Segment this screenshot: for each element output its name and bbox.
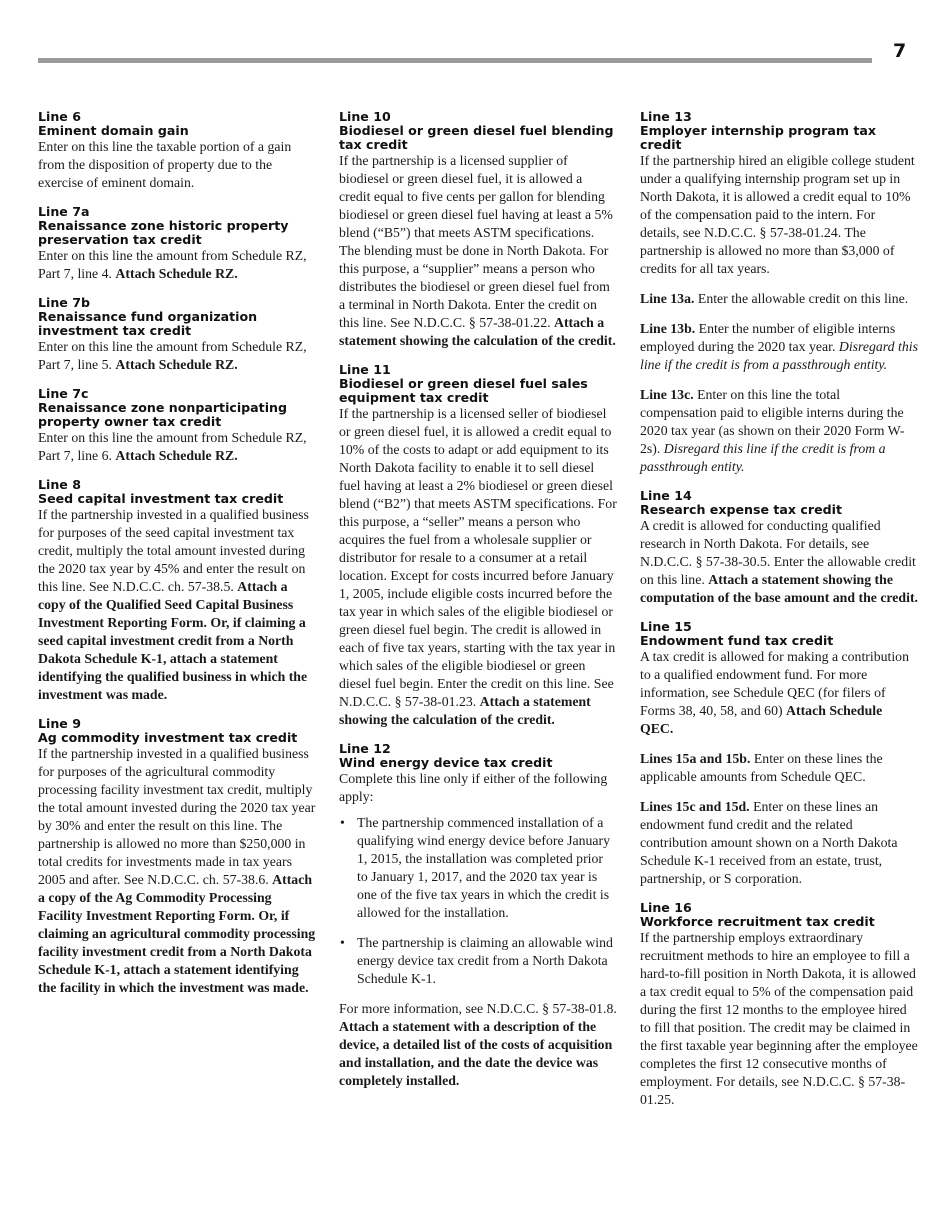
paragraph: [640, 386, 918, 476]
bullet-icon: •: [340, 935, 345, 950]
line-number: Line 8: [38, 477, 81, 492]
bullet-icon: •: [340, 815, 345, 830]
para-bold: Attach Schedule QEC.: [640, 703, 883, 736]
section-title: Endowment fund tax credit: [640, 633, 834, 648]
line-number: Line 9: [38, 716, 81, 731]
column-middle: [339, 110, 617, 1103]
paragraph: [38, 338, 316, 374]
line-number: Line 10: [339, 109, 391, 124]
para-text: Complete this line only if either of the following apply:: [339, 771, 608, 804]
line-number: Line 7c: [38, 386, 89, 401]
para-bold: Attach a statement showing the calculation of the credit.: [339, 694, 591, 727]
para-text: Enter on this line the amount from Schedule RZ, Part 7, line 5.: [38, 339, 307, 372]
section-title: Biodiesel or green diesel fuel sales equipment tax credit: [339, 376, 588, 405]
para-text: Enter on these lines an endowment fund credit and the related contribution amount shown on a North Dakota Schedule K-1 received from an estate, trust, partnership, or S corporation.: [640, 799, 898, 886]
section-title: Renaissance zone historic property preservation tax credit: [38, 218, 289, 247]
para-text: Enter on this line the amount from Schedule RZ, Part 7, line 4.: [38, 248, 307, 281]
paragraph: [339, 770, 617, 806]
section: [38, 717, 316, 997]
para-lead: Line 13a.: [640, 291, 695, 306]
bullet-list: [339, 814, 617, 988]
para-italic: Disregard this line if the credit is from a passthrough entity.: [640, 441, 886, 474]
section: [38, 387, 316, 465]
para-text: Enter the number of eligible interns employed during the 2020 tax year.: [640, 321, 896, 354]
section: [640, 901, 918, 1109]
line-number: Line 11: [339, 362, 391, 377]
para-lead: Lines 15a and 15b.: [640, 751, 751, 766]
para-bold: Attach a statement showing the calculation of the credit.: [339, 315, 616, 348]
page-number: 7: [893, 40, 907, 62]
para-bold: Attach a copy of the Qualified Seed Capital Business Investment Reporting Form. Or, if claiming a seed capital investment credit from a North Dakota Schedule K-1, attach a statement identifying the qualified business in which the investment was made.: [38, 579, 308, 702]
section: [640, 489, 918, 607]
paragraph: [339, 1000, 617, 1090]
paragraph: [640, 798, 918, 888]
line-number: Line 12: [339, 741, 391, 756]
para-text: If the partnership is a licensed seller of biodiesel or green diesel fuel, it is allowed a credit equal to 10% of the costs to adapt or add equipment to its North Dakota facility to enable it to sell diesel fuel having at least a 2% biodiesel or green diesel blend (“B2”) that meets ASTM specifications. For this purpose, a “seller” means a person who acquires the fuel from a wholesale supplier or distributor for resale to a consumer at a retail location. Except for costs incurred before January 1, 2005, include eligible costs incurred before the tax year in which sales of the eligible biodiesel or green diesel fuel begin. The credit is allowed in each of five tax years, starting with the tax year in which sales of the eligible biodiesel or green diesel fuel begin. Enter the credit on this line. See N.D.C.C. § 57-38-01.23.: [339, 406, 617, 709]
paragraph: [38, 506, 316, 704]
para-bold: Attach a statement with a description of the device, a detailed list of the costs of acquisition and installation, and the date the device was completely installed.: [339, 1019, 613, 1088]
section-title: Seed capital investment tax credit: [38, 491, 284, 506]
bullet-text: The partnership is claiming an allowable wind energy device tax credit from a North Dakota Schedule K-1.: [357, 935, 613, 986]
para-text: If the partnership is a licensed supplier of biodiesel or green diesel fuel, it is allowed a credit equal to five cents per gallon for blending biodiesel or green diesel fuel having at least a 5% blend (“B5”) that meets ASTM specifications. The blending must be done in North Dakota. For this purpose, a “supplier” means a person who distributes the biodiesel or green diesel fuel from a terminal in North Dakota. Enter the credit on this line. See N.D.C.C. § 57-38-01.22.: [339, 153, 613, 330]
paragraph: [38, 138, 316, 192]
section: [339, 742, 617, 1090]
section: [339, 110, 617, 350]
para-bold: Attach a statement showing the computation of the base amount and the credit.: [640, 572, 918, 605]
para-bold: Attach Schedule RZ.: [115, 448, 238, 463]
section: [38, 205, 316, 283]
para-text: For more information, see N.D.C.C. § 57-38-01.8.: [339, 1001, 617, 1016]
section-title: Ag commodity investment tax credit: [38, 730, 298, 745]
line-number: Line 14: [640, 488, 692, 503]
line-number: Line 6: [38, 109, 81, 124]
section: [640, 110, 918, 476]
section-title: Eminent domain gain: [38, 123, 189, 138]
para-bold: Attach a copy of the Ag Commodity Processing Facility Investment Reporting Form. Or, if claiming an agricultural commodity processing facility investment credit from a North Dakota Schedule K-1, attach a statement identifying the facility in which the investment was made.: [38, 872, 316, 995]
line-number: Line 16: [640, 900, 692, 915]
section: [38, 478, 316, 704]
column-right: [640, 110, 918, 1122]
section-title: Wind energy device tax credit: [339, 755, 553, 770]
para-text: If the partnership hired an eligible college student under a qualifying internship program set up in North Dakota, it is allowed a credit equal to 10% of the compensation paid to the intern. For details, see N.D.C.C. § 57-38-01.24. The partnership is allowed no more than $3,000 of credits for all tax years.: [640, 153, 915, 276]
bullet-text: The partnership commenced installation of a qualifying wind energy device before January 1, 2015, the installation was completed prior to January 1, 2017, and the 2020 tax year is one of the five tax years in which the credit is allowed for the installation.: [357, 815, 610, 920]
para-lead: Lines 15c and 15d.: [640, 799, 750, 814]
section-title: Workforce recruitment tax credit: [640, 914, 875, 929]
para-text: Enter on these lines the applicable amounts from Schedule QEC.: [640, 751, 883, 784]
section-title: Research expense tax credit: [640, 502, 843, 517]
section: [38, 110, 316, 192]
paragraph: [640, 320, 918, 374]
paragraph: [339, 405, 617, 729]
section: [38, 296, 316, 374]
line-number: Line 15: [640, 619, 692, 634]
bullet-item: [339, 934, 617, 988]
paragraph: [38, 429, 316, 465]
line-number: Line 7b: [38, 295, 91, 310]
paragraph: [640, 152, 918, 278]
paragraph: [640, 517, 918, 607]
para-text: Enter on this line the total compensation paid to eligible interns during the 2020 tax year (as shown on their 2020 Form W-2s).: [640, 387, 905, 456]
header-rule: [38, 58, 872, 63]
para-text: A credit is allowed for conducting qualified research in North Dakota. For details, see N.D.C.C. § 57-38-30.5. Enter the allowable credit on this line.: [640, 518, 916, 587]
paragraph: [640, 750, 918, 786]
section: [339, 363, 617, 729]
column-left: [38, 110, 316, 1010]
para-lead: Line 13b.: [640, 321, 696, 336]
para-text: A tax credit is allowed for making a contribution to a qualified endowment fund. For more information, see Schedule QEC (for filers of Forms 38, 40, 58, and 60): [640, 649, 909, 718]
section-title: Renaissance fund organization investment tax credit: [38, 309, 258, 338]
para-text: If the partnership invested in a qualified business for purposes of the seed capital investment tax credit, multiply the total amount invested during the 2020 tax year by 45% and enter the result on this line. See N.D.C.C. ch. 57-38.5.: [38, 507, 309, 594]
section-title: Renaissance zone nonparticipating property owner tax credit: [38, 400, 287, 429]
paragraph: [640, 929, 918, 1109]
paragraph: [640, 290, 918, 308]
line-number: Line 7a: [38, 204, 90, 219]
para-text: Enter the allowable credit on this line.: [697, 291, 909, 306]
para-text: If the partnership invested in a qualified business for purposes of the agricultural commodity processing facility investment tax credit, multiply the total amount invested during the 2020 tax year by 30% and enter the result on this line. The partnership is allowed no more than $250,000 in total credits for investments made in tax years 2005 and after. See N.D.C.C. ch. 57-38.6.: [38, 746, 316, 887]
para-italic: Disregard this line if the credit is from a passthrough entity.: [640, 339, 918, 372]
paragraph: [339, 152, 617, 350]
section-title: Employer internship program tax credit: [640, 123, 877, 152]
para-bold: Attach Schedule RZ.: [115, 266, 238, 281]
para-text: Enter on this line the taxable portion of a gain from the disposition of property due to the exercise of eminent domain.: [38, 139, 292, 190]
paragraph: [38, 247, 316, 283]
section-title: Biodiesel or green diesel fuel blending tax credit: [339, 123, 614, 152]
bullet-item: [339, 814, 617, 922]
para-bold: Attach Schedule RZ.: [115, 357, 238, 372]
para-lead: Line 13c.: [640, 387, 694, 402]
para-text: Enter on this line the amount from Schedule RZ, Part 7, line 6.: [38, 430, 307, 463]
line-number: Line 13: [640, 109, 692, 124]
section: [640, 620, 918, 888]
para-text: If the partnership employs extraordinary recruitment methods to hire an employee to fill a hard-to-fill position in North Dakota, it is allowed a tax credit equal to 5% of the compensation paid during the first 12 months to the employee hired to fill that position. The credit may be claimed in the first taxable year beginning after the employee completes the first 12 consecutive months of employment. For details, see N.D.C.C. § 57-38-01.25.: [640, 930, 918, 1107]
paragraph: [38, 745, 316, 997]
paragraph: [640, 648, 918, 738]
